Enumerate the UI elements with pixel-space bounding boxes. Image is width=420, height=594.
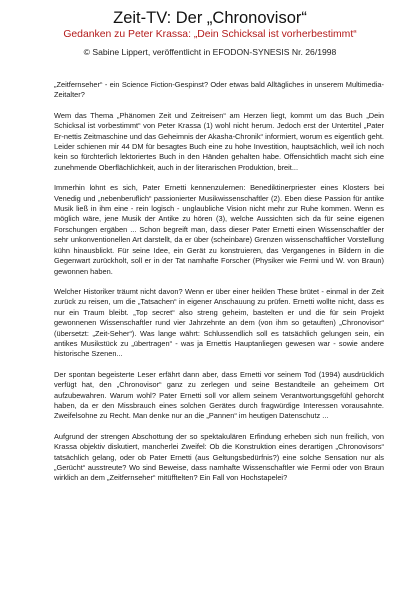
paragraph-book-topic: Wem das Thema „Phänomen Zeit und Zeitreisen“ am Herzen liegt, kommt um das Buch „Dein Schicksal ist vorbestimmt“ von Peter Krassa (1) wohl nicht herum. Jedoch erst der Untertitel „Pater Er-nettis Zeitmaschine und das Geheimnis der Akasha-Chronik“ informiert, worum es eigentlich geht. Leider schienen mir 44 DM für besagtes Buch eine zu hohe Investition, hauptsächlich, weil ich noch kein so fürchterlich lektoriertes Buch in den Händen gehalten habe. Offensichtlich macht sich eine zunehmende Oberflächlichkeit, auch in der literarischen Produktion, breit... (54, 110, 384, 172)
paragraph-disassembly: Der spontan begeisterte Leser erfährt dann aber, dass Ernetti vor seinem Tod (1994) ausdrücklich verfügt hat, den „Chronovisor“ ganz zu zerlegen und seine Bestandteile an geheimem Ort aufzubewahren. Warum wohl? Pater Ernetti soll vor allem seinem Verantwortungsgefühl gehorcht haben, da er den Missbrauch eines solchen Gerätes durch fragwürdige Interessen vorausahnte. Zweifelsohne zu Recht. Man denke nur an die „Pannen“ im heutigen Datenschutz ... (54, 369, 384, 421)
paragraph-intro: „Zeitfernseher“ - ein Science Fiction-Gespinst? Oder etwas bald Alltägliches in unserem Multimedia-Zeitalter? (54, 80, 384, 100)
article-body (54, 80, 384, 494)
document-subtitle: Gedanken zu Peter Krassa: „Dein Schicksal ist vorherbestimmt“ (63, 29, 357, 40)
paragraph-doubts: Aufgrund der strengen Abschottung der so spektakulären Erfindung erheben sich nun freilich, von Krassa objektiv diskutiert, mancherlei Zweifel: Ob die Konstruktion eines derartigen „Chronovisors“ tatsächlich gelang, oder ob Pater Ernetti (aus Geltungsbedürfnis?) eine solche Sensation nur als „Gerücht“ ausstreute? Wo sind Beweise, dass namhafte Wissenschaftler wie Fermi oder von Braun wirklich an dem „Zeitfernseher“ mitüfftelten? Ein Fall von Hochstapelei? (54, 431, 384, 483)
paragraph-pater-ernetti: Immerhin lohnt es sich, Pater Ernetti kennenzulernen: Benediktinerpriester eines Klosters bei Venedig und „nebenberuflich“ passionierter Musikwissenschaftler (2). Eben diese Passion für antike Musik ließ in ihm eine - rein logisch - unglaubliche Vision nicht mehr zur Ruhe kommen. Wenn es möglich wäre, jene Musik der Antike zu hören (3), welche Aussichten sich da für seine eigenen Forschungen ergäben ... Schon begreift man, dass dieser Pater Ernetti einen Wissenschaftler der sehr unkonventionellen Art darstellt, da er über (scheinbare) Grenzen wissenschaftlicher Vorstellung kühn hinausblickt. Für seine Idee, ein Gerät zu konstruieren, das Vergangenes in Bildern in die Gegenwart zurückholt, soll er in der Tat namhafte Forscher (Physiker wie Fermi und W. von Braun) gewonnen haben. (54, 183, 384, 276)
copyright-line: © Sabine Lippert, veröffentlicht in EFODON-SYNESIS Nr. 26/1998 (83, 47, 337, 57)
paragraph-historian-dream: Welcher Historiker träumt nicht davon? Wenn er über einer heiklen These brütet - einmal in der Zeit zurück zu reisen, um die „Tatsachen“ in eigener Anschauung zu prüfen. Ernetti wollte nicht, dass es nur ein Traum bleibt. „Top secret“ also streng geheim, bastelten er und die für sein Projekt gewonnenen Wissenschaftler rund vier Jahrzehnte an dem (von ihm so getauften) „Chronovisor“ (übersetzt: „Zeit-Seher“). Was lange währt: Schlussendlich soll es tatsächlich gelungen sein, ein antikes Musikstück zu „übertragen“ - was ja Ernettis Hauptanliegen gewesen war - sowie andere historische Szenen... (54, 286, 384, 359)
document-title: Zeit-TV: Der „Chronovisor“ (113, 9, 307, 27)
